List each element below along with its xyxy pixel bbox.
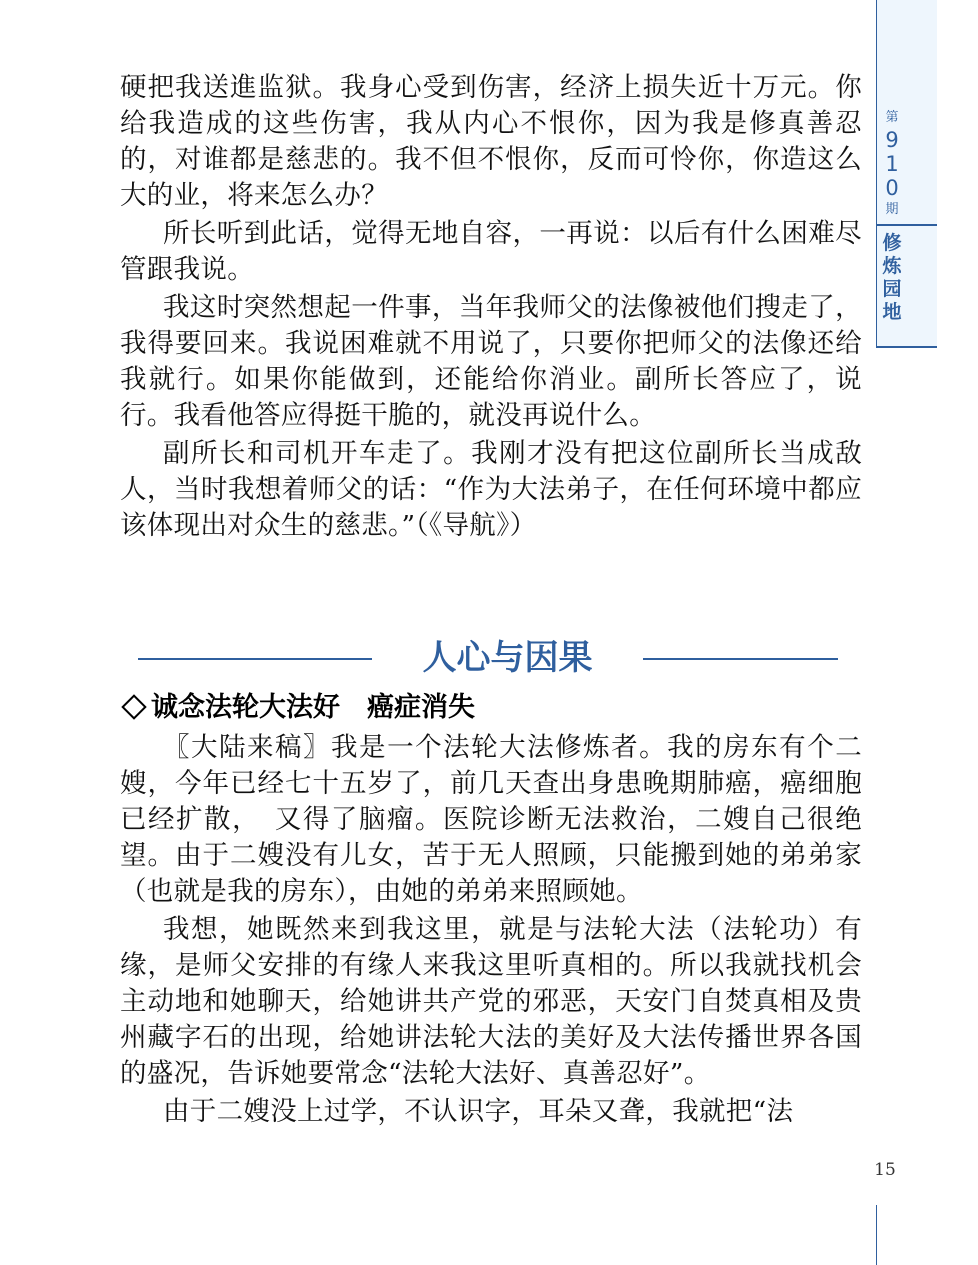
page-number: 15	[874, 1160, 896, 1180]
heading-rule-left	[138, 658, 372, 660]
paragraph: 所长听到此话，觉得无地自容，一再说：以后有什么困难尽管跟我说。	[120, 218, 862, 285]
side-tab	[876, 0, 937, 348]
paragraph: 我这时突然想起一件事，当年我师父的法像被他们搜走了，我得要回来。我说困难就不用说了，只要你把师父的法像还给我就行。如果你能做到，还能给你消业。副所长答应了，说行。我看他答应得挺干脆的，就没再说什么。	[120, 292, 862, 431]
issue-digit: 0	[885, 176, 899, 200]
column-name	[877, 232, 907, 324]
diamond-icon	[121, 694, 146, 719]
column-char: 地	[882, 301, 902, 323]
column-char: 园	[882, 278, 902, 300]
article-body	[120, 730, 862, 1132]
side-divider	[877, 224, 937, 226]
paragraph: 我想，她既然来到我这里，就是与法轮大法（法轮功）有缘，是师父安排的有缘人来我这里听真相的。所以我就找机会主动地和她聊天，给她讲共产党的邪恶，天安门自焚真相及贵州藏字石的出现，给她讲法轮大法的美好及大法传播世界各国的盛况，告诉她要常念“法轮大法好、真善忍好”。	[120, 914, 862, 1089]
article-title-text: 诚念法轮大法好 癌症消失	[151, 692, 475, 723]
article-title	[120, 690, 475, 726]
heading-rule-right	[643, 658, 838, 660]
section-title: 人心与因果	[422, 638, 593, 678]
issue-prefix: 第	[885, 110, 899, 125]
column-char: 炼	[882, 255, 902, 277]
issue-digit: 1	[885, 152, 899, 176]
continued-article	[120, 70, 862, 546]
paragraph: 硬把我送進监狱。我身心受到伤害，经济上损失近十万元。你给我造成的这些伤害，我从内心不恨你，因为我是修真善忍的，对谁都是慈悲的。我不但不恨你，反而可怜你，你造这么大的业，将来怎么办？	[120, 72, 862, 211]
issue-suffix: 期	[885, 202, 899, 217]
section-heading	[138, 630, 838, 688]
paragraph: 〖大陆来稿〗我是一个法轮大法修炼者。我的房东有个二嫂，今年已经七十五岁了，前几天查出身患晚期肺癌，癌细胞已经扩散， 又得了脑瘤。医院诊断无法救治，二嫂自己很绝望。由于二嫂没有儿女，苦于无人照顾，只能搬到她的弟弟家（也就是我的房东），由她的弟弟来照顾她。	[120, 732, 862, 907]
column-char: 修	[882, 232, 902, 254]
paragraph: 副所长和司机开车走了。我刚才没有把这位副所长当成敌人，当时我想着师父的话：“作为大法弟子，在任何环境中都应该体现出对众生的慈悲。”（《导航》）	[120, 438, 862, 541]
paragraph: 由于二嫂没上过学，不认识字，耳朵又聋，我就把“法	[163, 1096, 794, 1127]
margin-line	[876, 1205, 877, 1265]
issue-digit: 9	[885, 128, 899, 152]
issue-number	[877, 108, 907, 220]
